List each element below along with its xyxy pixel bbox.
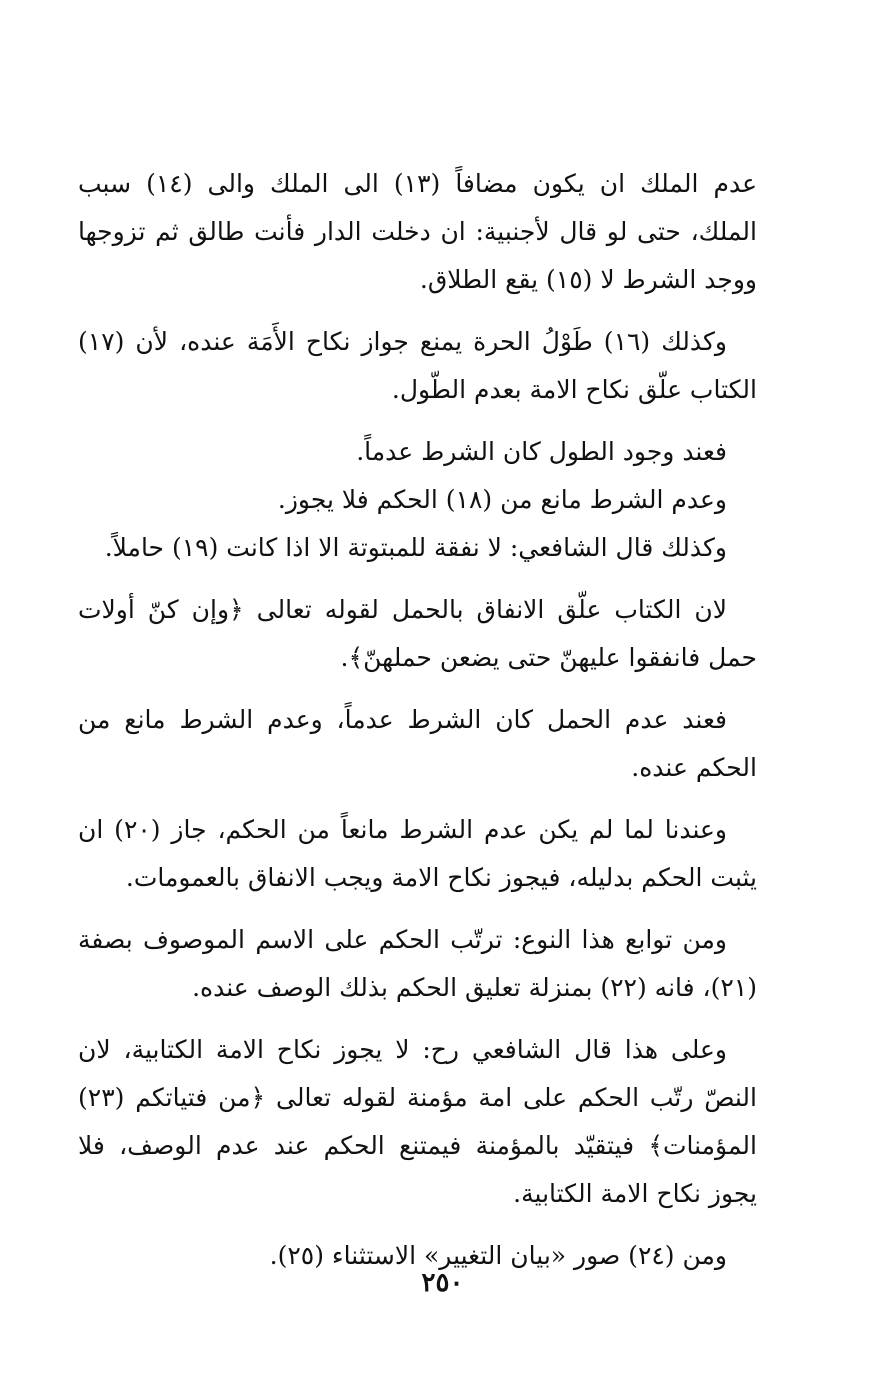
stanza-line: وكذلك قال الشافعي: لا نفقة للمبتوتة الا اذا كانت (١٩) حاملاً. <box>104 533 727 562</box>
paragraph: ومن توابع هذا النوع: ترتّب الحكم على الاسم الموصوف بصفة (٢١)، فانه (٢٢) بمنزلة تعليق الحكم بذلك الوصف عنده. <box>78 925 757 1002</box>
paragraph: ومن (٢٤) صور «بيان التغيير» الاستثناء (٢٥). <box>269 1241 727 1270</box>
main-text <box>78 160 757 1294</box>
paragraph: فعند عدم الحمل كان الشرط عدماً، وعدم الشرط مانع من الحكم عنده. <box>78 705 757 782</box>
paragraph: وكذلك (١٦) طَوْلُ الحرة يمنع جواز نكاح الأَمَة عنده، لأن (١٧) الكتاب علّق نكاح الامة بعدم الطّول. <box>78 327 757 404</box>
paragraph: وعلى هذا قال الشافعي رح: لا يجوز نكاح الامة الكتابية، لان النصّ رتّب الحكم على امة مؤمنة لقوله تعالى ﴿من فتياتكم (٢٣) المؤمنات﴾ فيتقيّد بالمؤمنة فيمتنع الحكم عند عدم الوصف، فلا يجوز نكاح الامة الكتابية. <box>78 1035 757 1208</box>
page-number: ٢٥٠ <box>421 1268 464 1298</box>
paragraph: عدم الملك ان يكون مضافاً (١٣) الى الملك والى (١٤) سبب الملك، حتى لو قال لأجنبية: ان دخلت الدار فأنت طالق ثم تزوجها ووجد الشرط لا (١٥) يقع الطلاق. <box>78 169 757 294</box>
stanza-line: فعند وجود الطول كان الشرط عدماً. <box>356 437 727 466</box>
stanza-line: وعدم الشرط مانع من (١٨) الحكم فلا يجوز. <box>277 485 727 514</box>
stanza <box>78 428 757 572</box>
paragraph: لان الكتاب علّق الانفاق بالحمل لقوله تعالى ﴿وإن كنّ أولات حمل فانفقوا عليهنّ حتى يضعن حملهنّ﴾. <box>78 595 757 672</box>
paragraph: وعندنا لما لم يكن عدم الشرط مانعاً من الحكم، جاز (٢٠) ان يثبت الحكم بدليله، فيجوز نكاح الامة ويجب الانفاق بالعمومات. <box>78 815 757 892</box>
